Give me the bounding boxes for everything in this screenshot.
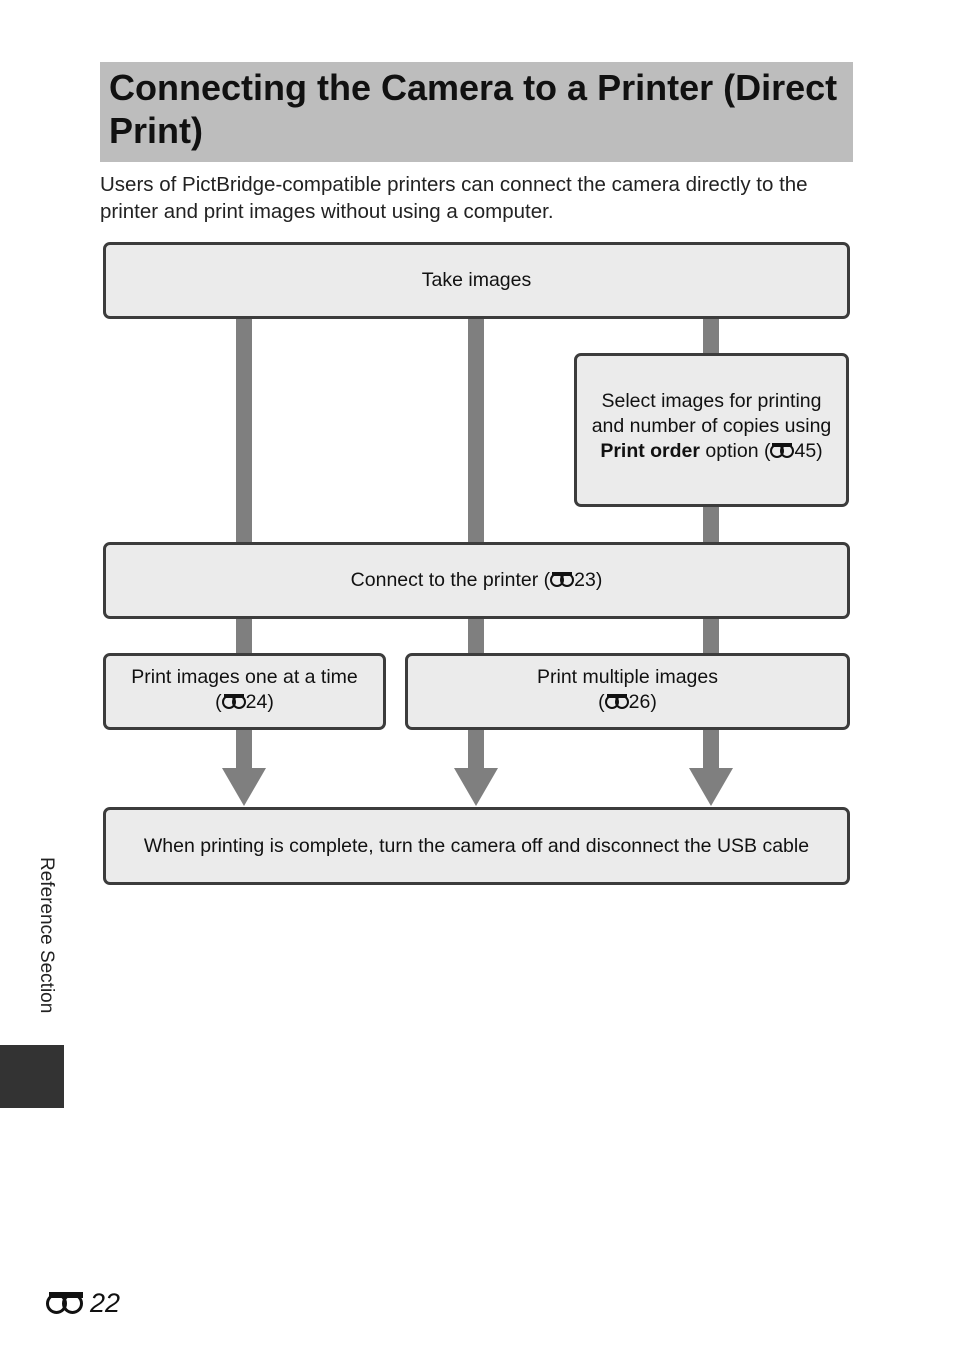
step-print-one-at-a-time	[103, 653, 386, 730]
flow-bar-right-middle	[703, 505, 719, 544]
print-multiple-open: (	[598, 690, 605, 713]
title-bar	[100, 62, 853, 162]
print-order-page-ref: 45	[794, 439, 817, 462]
step-print-multiple-text	[537, 665, 718, 715]
print-multiple-label: Print multiple images	[537, 665, 718, 688]
connect-page-ref: 23	[574, 569, 596, 591]
print-multiple-page-ref: 26	[628, 690, 651, 713]
print-order-line-1: Select images for printing	[601, 389, 822, 412]
arrow-shaft-right	[703, 728, 719, 770]
arrow-shaft-middle	[468, 728, 484, 770]
intro-paragraph: Users of PictBridge-compatible printers can connect the camera directly to the printer and print images without using a computer.	[100, 173, 808, 223]
e-reference-icon	[46, 1293, 86, 1315]
step-print-order-text	[592, 389, 832, 464]
step-print-one-text	[131, 665, 358, 715]
print-order-option-name: Print order	[600, 439, 700, 462]
step-print-multiple	[405, 653, 850, 730]
flow-bar-right-top	[703, 318, 719, 355]
arrow-shaft-left	[236, 728, 252, 770]
arrow-head-middle	[454, 768, 498, 806]
arrow-head-right	[689, 768, 733, 806]
print-order-option-text: option (	[700, 439, 771, 462]
print-one-open: (	[215, 690, 222, 713]
arrow-head-left	[222, 768, 266, 806]
e-reference-icon	[222, 695, 246, 709]
flow-bar-left-lower	[236, 617, 252, 655]
print-order-line-2: and number of copies using	[591, 414, 832, 437]
e-reference-icon	[770, 444, 794, 458]
section-side-label: Reference Section	[36, 857, 57, 1014]
flow-bar-left-upper	[236, 318, 252, 544]
flow-bar-right-lower	[703, 617, 719, 655]
connect-close: )	[595, 569, 603, 591]
step-connect-printer	[103, 542, 850, 619]
e-reference-icon	[605, 695, 629, 709]
page-number	[46, 1288, 120, 1319]
e-reference-icon	[550, 573, 574, 587]
print-one-page-ref: 24	[245, 690, 268, 713]
step-take-images	[103, 242, 850, 319]
print-order-close: )	[816, 439, 823, 462]
step-printing-complete-label: When printing is complete, turn the camera off and disconnect the USB cable	[143, 834, 810, 857]
step-printing-complete	[103, 807, 850, 885]
flow-bar-middle-upper	[468, 318, 484, 544]
flow-bar-middle-lower	[468, 617, 484, 655]
section-tab-marker	[0, 1045, 64, 1108]
page-title: Connecting the Camera to a Printer (Direct Print)	[109, 67, 838, 151]
step-print-order	[574, 353, 849, 507]
print-one-close: )	[267, 690, 274, 713]
print-one-label: Print images one at a time	[131, 665, 358, 688]
print-multiple-close: )	[650, 690, 657, 713]
step-connect-printer-text	[351, 568, 603, 593]
step-take-images-label: Take images	[421, 269, 532, 291]
connect-label: Connect to the printer (	[350, 569, 551, 591]
page-number-value: 22	[90, 1288, 121, 1318]
